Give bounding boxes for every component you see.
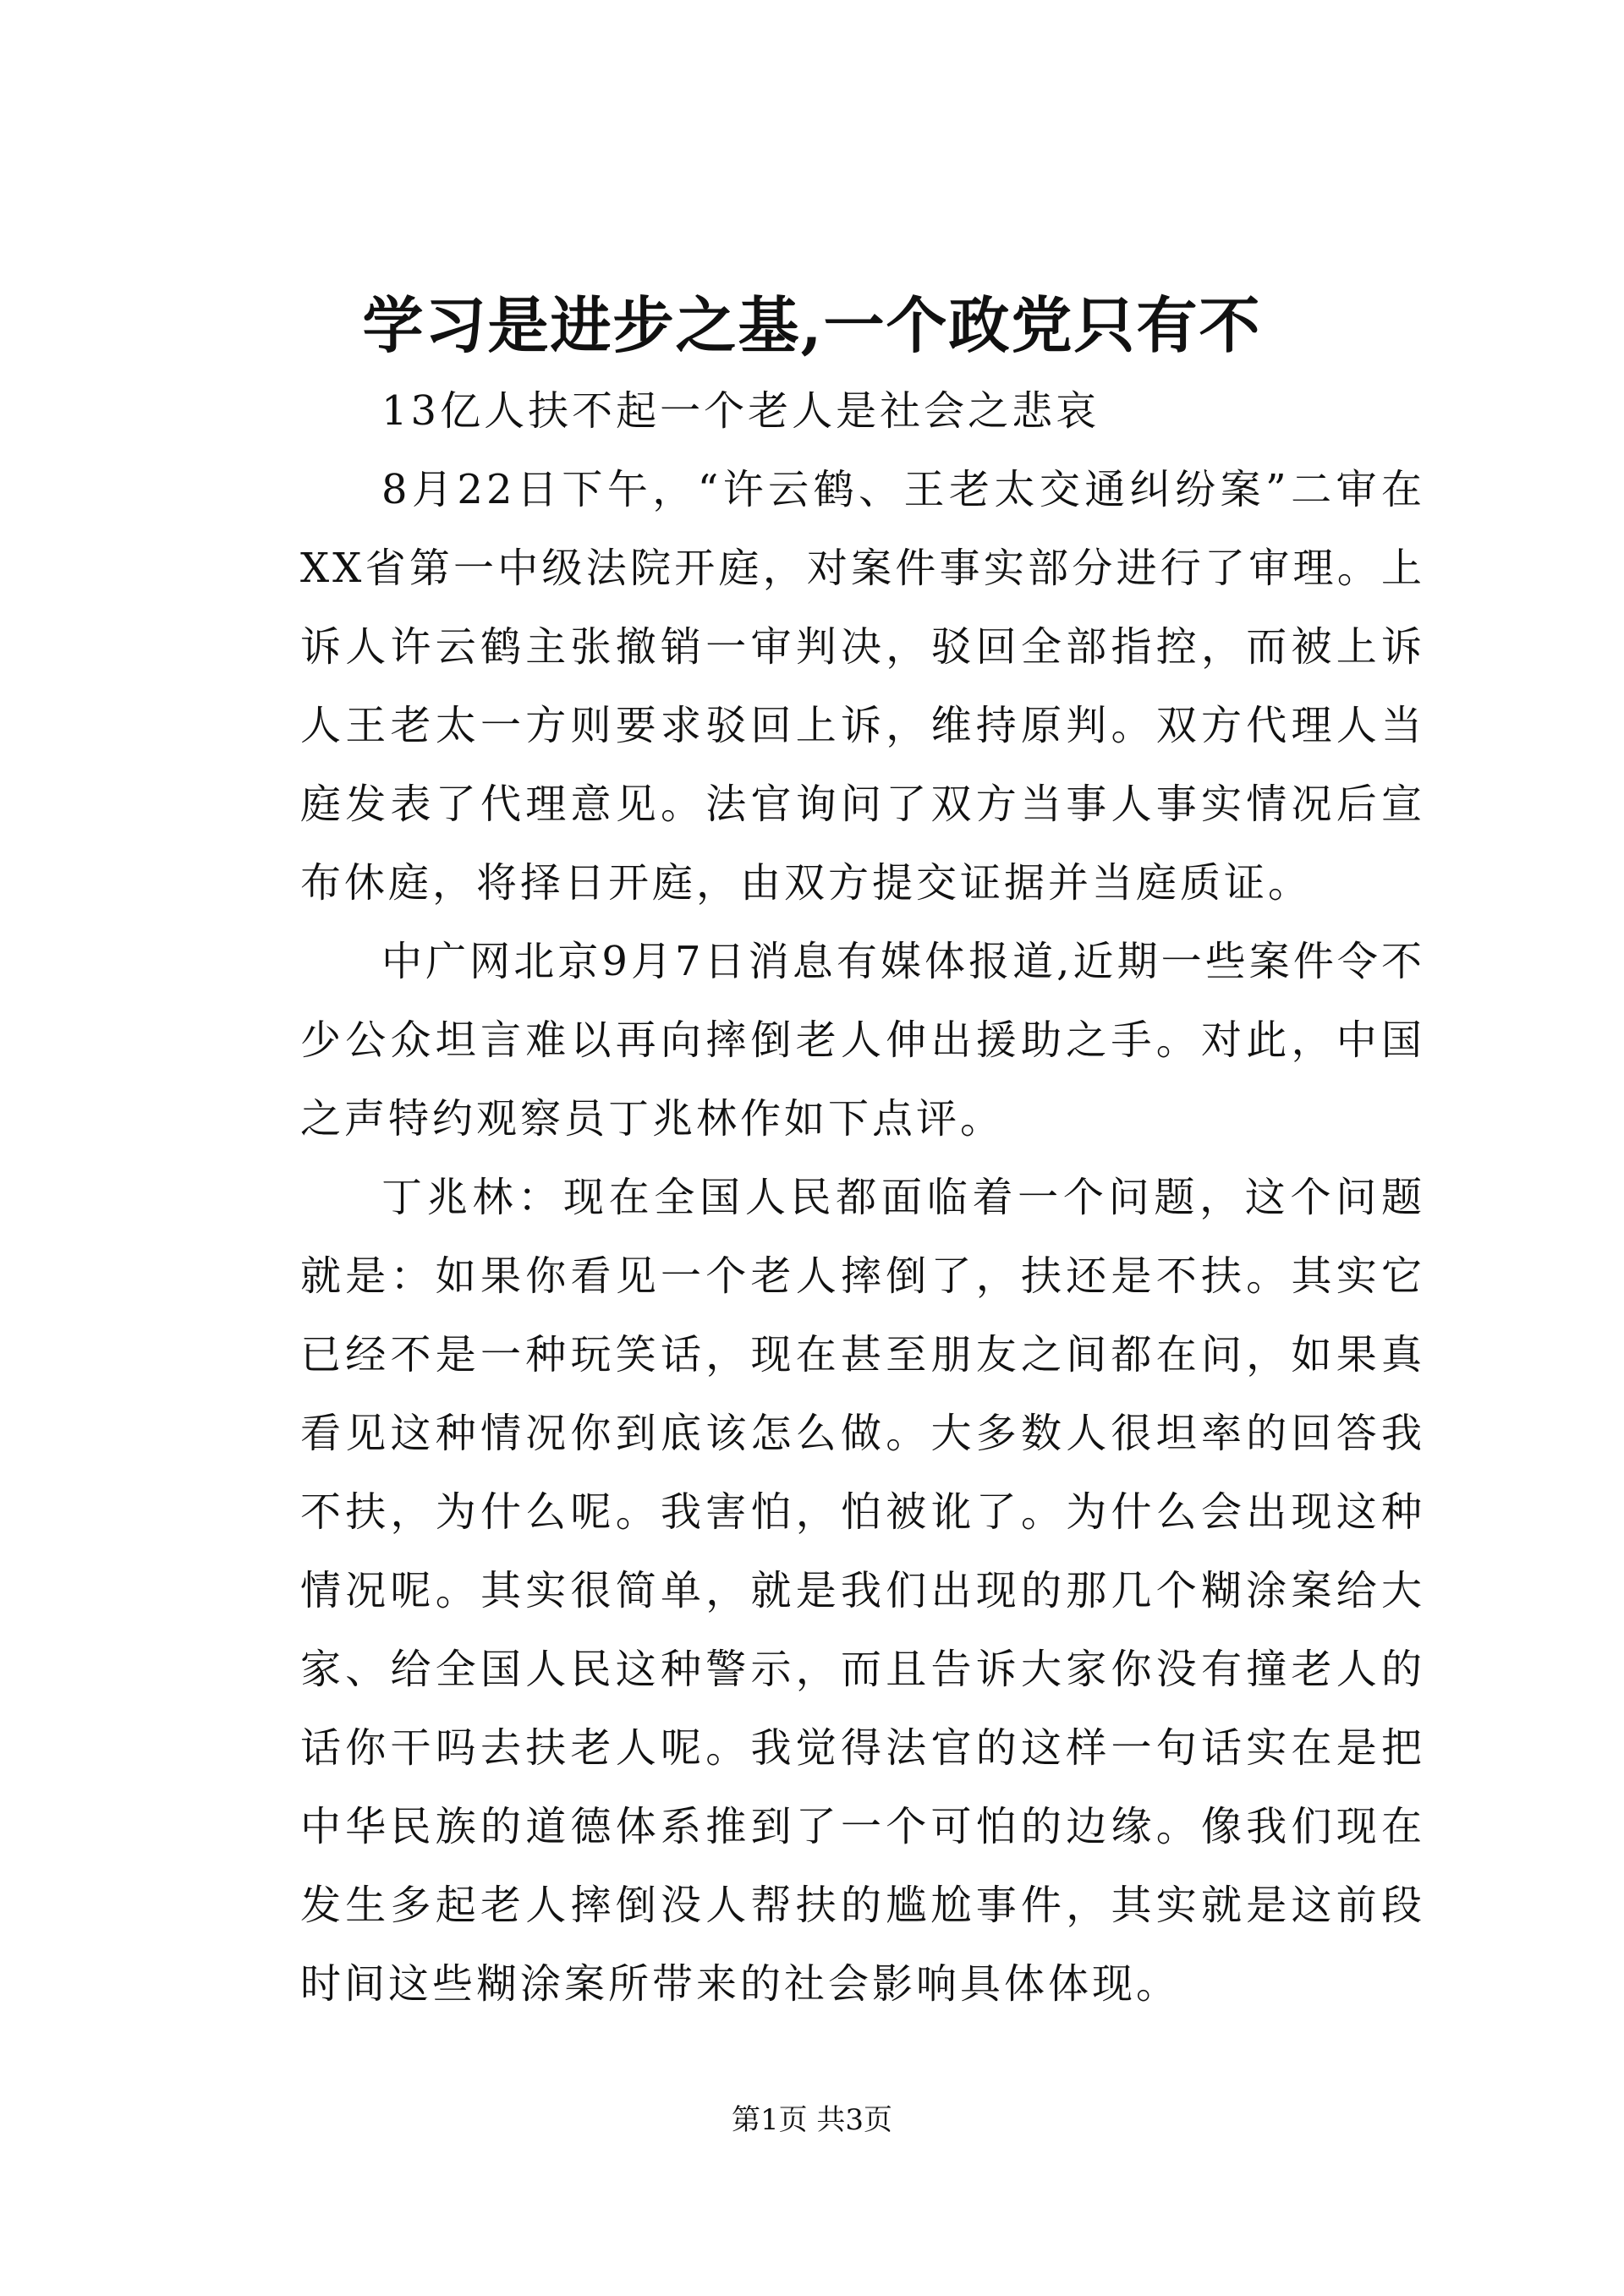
paragraph-trial: 8月22日下午，“许云鹤、王老太交通纠纷案”二审在XX省第一中级法院开庭，对案件事实部分进行了审理。上诉人许云鹤主张撤销一审判决，驳回全部指控，而被上诉人王老太一方则要求驳回上诉，维持原判。双方代理人当庭发表了代理意见。法官询问了双方当事人事实情况后宣布休庭，将择日开庭，由双方提交证据并当庭质证。 bbox=[300, 466, 1425, 907]
document-title: 学习是进步之基,一个政党只有不 bbox=[362, 289, 1262, 361]
paragraph-news: 中广网北京9月7日消息有媒体报道,近期一些案件令不少公众坦言难以再向摔倒老人伸出援助之手。对此，中国之声特约观察员丁兆林作如下点评。 bbox=[300, 938, 1425, 1143]
document-body bbox=[300, 372, 1425, 2024]
page-number-footer: 第1页 共3页 bbox=[731, 2103, 893, 2137]
paragraph-commentary: 丁兆林：现在全国人民都面临着一个问题，这个问题就是：如果你看见一个老人摔倒了，扶还是不扶。其实它已经不是一种玩笑话，现在甚至朋友之间都在问，如果真看见这种情况你到底该怎么做。大多数人很坦率的回答我不扶，为什么呢。我害怕，怕被讹了。为什么会出现这种情况呢。其实很简单，就是我们出现的那几个糊涂案给大家、给全国人民这种警示，而且告诉大家你没有撞老人的话你干吗去扶老人呢。我觉得法官的这样一句话实在是把中华民族的道德体系推到了一个可怕的边缘。像我们现在发生多起老人摔倒没人帮扶的尴尬事件，其实就是这前段时间这些糊涂案所带来的社会影响具体体现。 bbox=[300, 1174, 1425, 2008]
paragraph-subtitle: 13亿人扶不起一个老人是社会之悲哀 bbox=[381, 387, 1100, 435]
